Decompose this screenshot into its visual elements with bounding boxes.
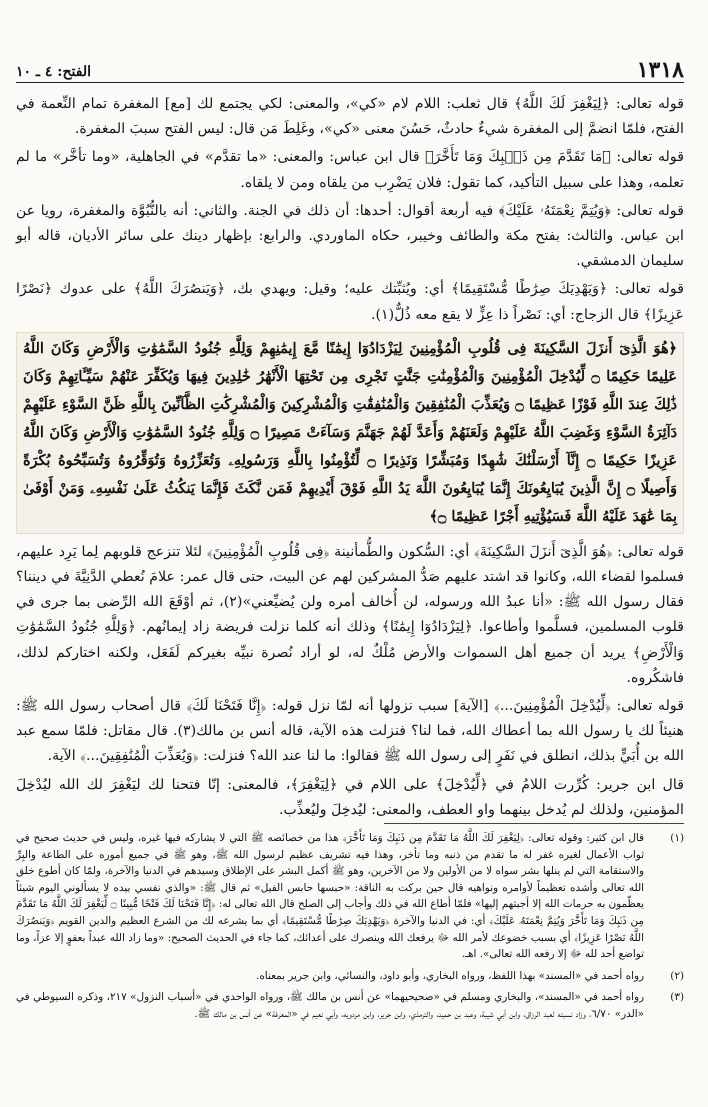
paragraph-li-yaghfira: قوله تعالى: ﴿لِيَغْفِرَ لَكَ اللَّهُ﴾ قال ثعلب: اللام لام «كي»، والمعنى: لكي يجتمع لك [مع] المغفرة تمام النِّعمة في الفتح، فلمّا انضمَّ إلى المغفرة شيءٌ حادثٌ، حَسُنَ معنى «كي»، وغَلِطَ مَن قال: ليس الفتح سببَ المغفرة.: [16, 96, 684, 138]
footnote-number: (٣): [670, 991, 684, 1004]
footnotes-divider: [384, 823, 684, 824]
footnote-text: رواه أحمد في «المسند»، والبخاري ومسلم في «صحيحيهما» عن أنس بن مالك ﷺ، ورواه الواحدي في «أسباب النزول» ٢١٧، وذكره السيوطي في «الدر» ٦/٧٠، وزاد نسبته لعبد الرزاق، وابن أبي شيبة، وعبد بن حميد، والترمذي، وابن جرير، وابن مردويه، وأبي نعيم في «المعرفة» عن أنس بن مالك ﷺ.: [16, 991, 644, 1020]
page-number: ١٣١٨: [636, 57, 684, 83]
footnote-text: قال ابن كثير: وقوله تعالى: ﴿لِيَغْفِرَ لَكَ اللَّهُ مَا تَقَدَّمَ مِن ذَنۢبِكَ وَمَا تَأَخَّرَ﴾ هذا من خصائصه ﷺ التي لا يشاركه فيها غيره، وليس في حديث صحيح في ثواب الأعمال لغيره غفر له ما تقدم من ذنبه وما تأخر، وهذا فيه تشريف عظيم لرسول الله ﷺ، وهو ﷺ في جميع أموره على الطاعة والبِرِّ والاستقامة التي لم ينلها بشر سواه لا من الأولين ولا من الآخرين، وهو ﷺ أكمل البشر على الإطلاق وسيدهم في الدنيا والآخرة، ولمّا كان أطوع خلق الله تعالى وأشده تعظيماً لأوامره ونواهيه قال حين بركت به الناقة: «حبسها حابس الفيل» ثم قال ﷺ: «والذي نفسي بيده لا يسألوني اليوم شيئاً يعظّمون به حرمات الله إلا أجبتهم إليها» فلمّا أطاع الله في ذلك وأجاب إلى الصلح قال الله تعالى له: ﴿إِنَّا فَتَحْنَا لَكَ فَتْحًا مُّبِينًا ۝ لِّيَغْفِرَ لَكَ اللَّهُ مَا تَقَدَّمَ مِن ذَنۢبِكَ وَمَا تَأَخَّرَ وَيُتِمَّ نِعْمَتَهُۥ عَلَيْكَ﴾ أي: في الدنيا والآخرة ﴿وَيَهْدِيَكَ صِرَٰطًا مُّسْتَقِيمًا﴾ أي بما يشرعه لك من الشرع العظيم والدين القويم ﴿وَيَنصُرَكَ اللَّهُ نَصْرًا عَزِيزًا﴾ أي بسبب خضوعك لأمر الله ﷻ يرفعك الله وينصرك على أعدائك، كما جاء في الحديث الصحيح: «وما زاد الله عبداً بعفوٍ إلا عزاً، وما تواضع أحد لله ﷻ إلا رفعه الله تعالى». اهـ.: [16, 832, 644, 961]
page-header: [16, 56, 684, 83]
paragraph-ma-taqaddama: قوله تعالى: ﴿مَا تَقَدَّمَ مِن ذَنۢبِكَ وَمَا تَأَخَّرَ﴾ قال ابن عباس: والمعنى: «ما تقدَّم» في الجاهلية، «وما تأخَّر» ما لم تعلمه، وهذا على سبيل التأكيد، كما تقول: فلان يَضْرِب من يلقاه ومن لا يلقاه.: [16, 149, 684, 191]
footnote-number: (٢): [670, 969, 684, 982]
paragraph-as-sakina: قوله تعالى: ﴿هُوَ الَّذِىٓ أَنزَلَ السَّكِينَةَ﴾ أي: السُّكون والطُّمأنينة ﴿فِى قُلُوبِ الْمُؤْمِنِينَ﴾ لئلا تنزعج قلوبهم لِما يَرِد عليهم، فسلموا لقضاء الله، وكانوا قد اشتد عليهم صَدُّ المشركين لهم عن البيت، حتى قال عمر: علامَ نُعطي الدَّنِيَّةَ في ديننا؟ فقال رسول الله ﷺ: «أنا عبدُ الله ورسوله، لن أُخالف أمره ولن يُضيِّعني»(٢)، ثم أوْقَعَ الله الرِّضى بما جرى في قلوب المسلمين، فسلَّموا وأطاعوا. ﴿لِيَزْدَادُوٓا إِيمَٰنًا﴾ وذلك أنه كلما نزلت فريضة زاد إيمانُهم. ﴿وَلِلَّهِ جُنُودُ السَّمَٰوَٰتِ وَالْأَرْضِ﴾ يريد أن جميع أهل السموات والأرض مُلْكٌ له، لو أراد نُصرة نبيِّه بغيركم لَفَعَل، ولكنه اختاركم لذلك، فاشكُروه.: [16, 543, 684, 686]
paragraph-yahdiyaka: قوله تعالى: ﴿وَيَهْدِيَكَ صِرَٰطًا مُّسْتَقِيمًا﴾ أي: ويُثبِّتك عليه؛ وقيل: ويهدي بك، ﴿وَيَنصُرَكَ اللَّهُ﴾ على عدوك ﴿نَصْرًا عَزِيزًا﴾ قال الزجاج: أي: نَصْراً ذا عِزٍّ لا يقع معه ذُلٌّ(١).: [16, 281, 684, 323]
footnote-1: [16, 830, 684, 963]
quran-verses-block: ﴿هُوَ الَّذِىٓ أَنزَلَ السَّكِينَةَ فِى قُلُوبِ الْمُؤْمِنِينَ لِيَزْدَادُوٓا إِيمَٰنًا مَّعَ إِيمَٰنِهِمْ وَلِلَّهِ جُنُودُ السَّمَٰوَٰتِ وَالْأَرْضِ وَكَانَ اللَّهُ عَلِيمًا حَكِيمًا ۝ لِّيُدْخِلَ الْمُؤْمِنِينَ وَالْمُؤْمِنَٰتِ جَنَّٰتٍ تَجْرِى مِن تَحْتِهَا الْأَنْهَٰرُ خَٰلِدِينَ فِيهَا وَيُكَفِّرَ عَنْهُمْ سَيِّـَٔاتِهِمْ وَكَانَ ذَٰلِكَ عِندَ اللَّهِ فَوْزًا عَظِيمًا ۝ وَيُعَذِّبَ الْمُنَٰفِقِينَ وَالْمُنَٰفِقَٰتِ وَالْمُشْرِكِينَ وَالْمُشْرِكَٰتِ الظَّآنِّينَ بِاللَّهِ ظَنَّ السَّوْءِ عَلَيْهِمْ دَآئِرَةُ السَّوْءِ وَغَضِبَ اللَّهُ عَلَيْهِمْ وَلَعَنَهُمْ وَأَعَدَّ لَهُمْ جَهَنَّمَ وَسَآءَتْ مَصِيرًا ۝ وَلِلَّهِ جُنُودُ السَّمَٰوَٰتِ وَالْأَرْضِ وَكَانَ اللَّهُ عَزِيزًا حَكِيمًا ۝ إِنَّآ أَرْسَلْنَٰكَ شَٰهِدًا وَمُبَشِّرًا وَنَذِيرًا ۝ لِّتُؤْمِنُوا بِاللَّهِ وَرَسُولِهِۦ وَتُعَزِّرُوهُ وَتُوَقِّرُوهُ وَتُسَبِّحُوهُ بُكْرَةً وَأَصِيلًا ۝ إِنَّ الَّذِينَ يُبَايِعُونَكَ إِنَّمَا يُبَايِعُونَ اللَّهَ يَدُ اللَّهِ فَوْقَ أَيْدِيهِمْ فَمَن نَّكَثَ فَإِنَّمَا يَنكُثُ عَلَىٰ نَفْسِهِۦ وَمَنْ أَوْفَىٰ بِمَا عَٰهَدَ عَلَيْهُ اللَّهَ فَسَيُؤْتِيهِ أَجْرًا عَظِيمًا ۝﴾: [16, 332, 684, 534]
paragraph-li-yudkhila: قوله تعالى: ﴿لِّيُدْخِلَ الْمُؤْمِنِينَ...﴾ [الآية] سبب نزولها أنه لمّا نزل قوله: ﴿إِنَّا فَتَحْنَا لَكَ﴾ قال أصحاب رسول الله ﷺ: هنيئاً لك يا رسول الله بما أعطاك الله، فما لنا؟ فنزلت هذه الآية، قاله أنس بن مالك(٣). قال مقاتل: فلمّا سمع عبد الله بن أُبَيٍّ بذلك، انطلق في نَفَرٍ إلى رسول الله ﷺ فقالوا: ما لنا عند الله؟ فنزلت: ﴿وَيُعَذِّبَ الْمُنَٰفِقِينَ...﴾ الآية.: [16, 698, 684, 765]
footnote-number: (١): [670, 832, 684, 844]
footnote-text: رواه أحمد في «المسند» بهذا اللفظ، ورواه البخاري، وأبو داود، والنسائي، وابن جرير بمعناه.: [256, 969, 644, 982]
running-head: الفتح: ٤ ـ ١٠: [16, 64, 91, 80]
paragraph-yutimma-nimatahu: قوله تعالى: ﴿وَيُتِمَّ نِعْمَتَهُۥ عَلَيْكَ﴾ فيه أربعة أقوال: أحدها: أن ذلك في الجنة. والثاني: أنه بالنُّبُوَّة والمغفرة، رويا عن ابن عباس. والثالث: بفتح مكة والطائف وخيبر، حكاه الماوردي. والرابع: بإظهار دينك على سائر الأديان، قاله أبو سليمان الدمشقي.: [16, 202, 684, 270]
footnote-3: [16, 989, 684, 1022]
footnotes: [16, 830, 684, 1028]
footnote-2: [16, 968, 684, 985]
paragraph-ibn-jarir: قال ابن جرير: كُرِّرت اللامُ في ﴿لِّيُدْخِلَ﴾ على اللام في ﴿لِيَغْفِرَ﴾، فالمعنى: إنّا فتحنا لك ليَغْفِرَ لك الله ليُدْخِلَ المؤمنين، ولذلك لم يُدخل بينهما واو العطف، والمعنى: ليُدخِلَ وليُعذِّب.: [16, 776, 684, 818]
main-text: [16, 92, 684, 826]
